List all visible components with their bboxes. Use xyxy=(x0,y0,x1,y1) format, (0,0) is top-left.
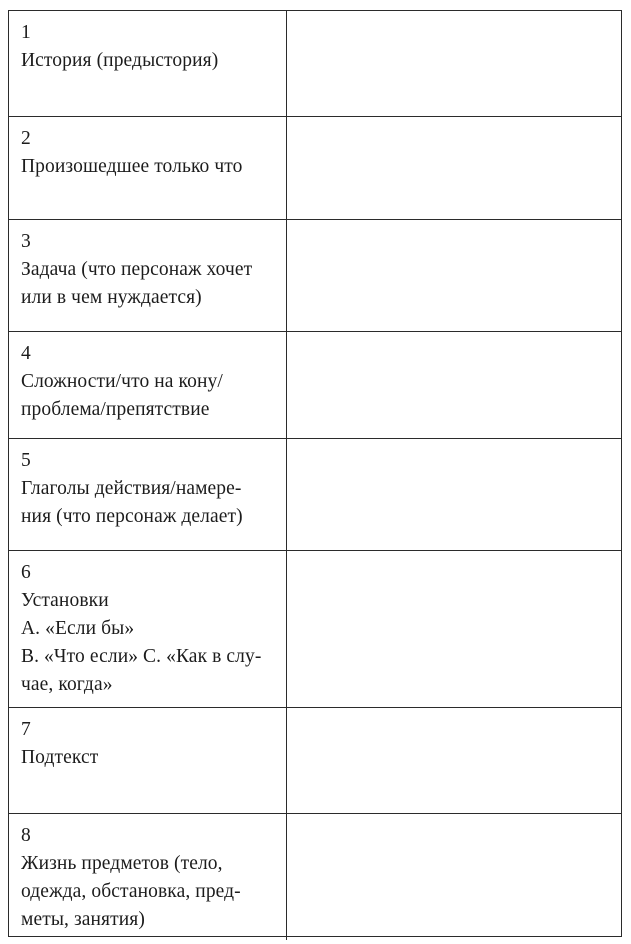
row-number: 6 xyxy=(21,562,31,583)
row-label-line: В. «Что если» С. «Как в слу- xyxy=(21,646,262,667)
row-label-line: Жизнь предметов (тело, xyxy=(21,853,223,874)
label-cell xyxy=(9,220,287,331)
table-row xyxy=(9,117,621,220)
row-number: 7 xyxy=(21,719,31,740)
row-label-line: История (предыстория) xyxy=(21,50,219,71)
label-cell xyxy=(9,332,287,438)
label-cell xyxy=(9,439,287,550)
row-label-line: Подтекст xyxy=(21,747,99,768)
scene-analysis-table xyxy=(8,10,622,937)
table-row xyxy=(9,439,621,551)
row-label-line: А. «Если бы» xyxy=(21,618,135,639)
row-number: 8 xyxy=(21,825,31,846)
table-row xyxy=(9,220,621,332)
label-cell xyxy=(9,708,287,813)
answer-cell xyxy=(287,814,621,940)
row-label-line: Установки xyxy=(21,590,109,611)
row-label-line: Задача (что персонаж хочет xyxy=(21,259,253,280)
label-cell xyxy=(9,551,287,707)
row-label-line: Глаголы действия/намере- xyxy=(21,478,242,499)
row-label-line: проблема/препятствие xyxy=(21,399,210,420)
row-label-line: чае, когда» xyxy=(21,674,113,695)
row-label-line: Сложности/что на кону/ xyxy=(21,371,223,392)
table-row xyxy=(9,11,621,117)
row-number: 5 xyxy=(21,450,31,471)
row-label-line: одежда, обстановка, пред- xyxy=(21,881,241,902)
row-number: 1 xyxy=(21,22,31,43)
answer-cell xyxy=(287,332,621,438)
row-label-line: или в чем нуждается) xyxy=(21,287,202,308)
answer-cell xyxy=(287,11,621,116)
answer-cell xyxy=(287,117,621,219)
row-number: 2 xyxy=(21,128,31,149)
row-label-line: меты, занятия) xyxy=(21,909,145,930)
table-row xyxy=(9,708,621,814)
label-cell xyxy=(9,117,287,219)
label-cell xyxy=(9,814,287,940)
answer-cell xyxy=(287,220,621,331)
answer-cell xyxy=(287,551,621,707)
answer-cell xyxy=(287,708,621,813)
row-number: 3 xyxy=(21,231,31,252)
table-row xyxy=(9,332,621,439)
answer-cell xyxy=(287,439,621,550)
row-label-line: Произошедшее только что xyxy=(21,156,243,177)
row-label-line: ния (что персонаж делает) xyxy=(21,506,243,527)
table-row xyxy=(9,814,621,940)
row-number: 4 xyxy=(21,343,31,364)
label-cell xyxy=(9,11,287,116)
table-row xyxy=(9,551,621,708)
